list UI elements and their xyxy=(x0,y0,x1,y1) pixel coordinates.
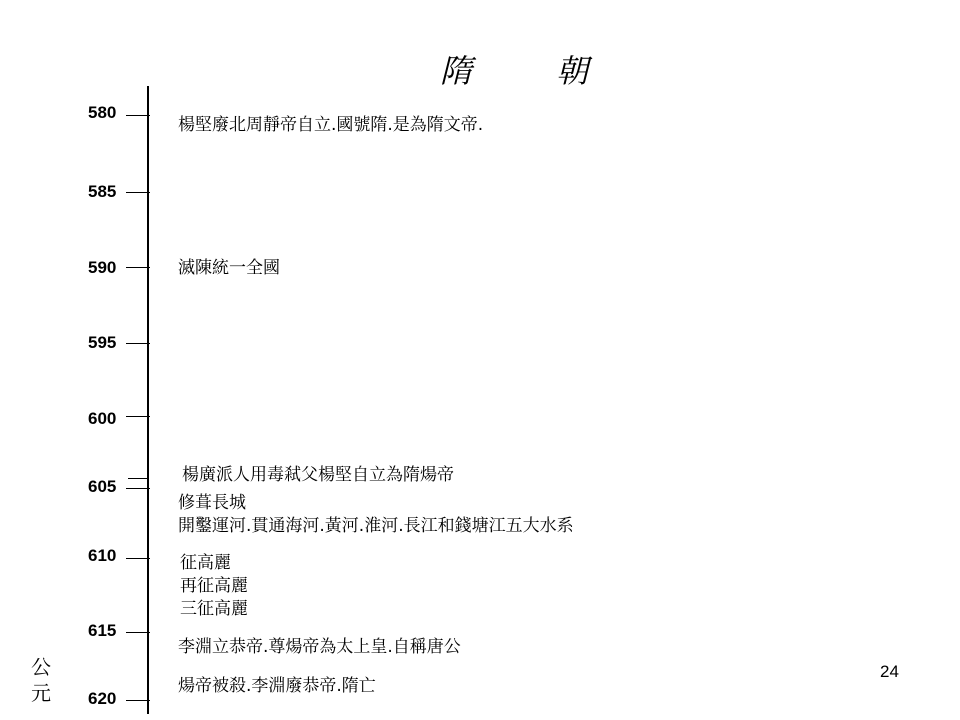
tick-610 xyxy=(126,558,150,559)
tick-590 xyxy=(126,267,150,268)
tick-604 xyxy=(128,478,148,479)
event-606: 開鑿運河.貫通海河.黃河.淮河.長江和錢塘江五大水系 xyxy=(178,516,574,536)
year-label-590: 590 xyxy=(88,258,117,277)
era-label-char-1: 公 xyxy=(31,655,51,679)
year-label-615: 615 xyxy=(88,621,117,640)
event-618: 煬帝被殺.李淵廢恭帝.隋亡 xyxy=(178,676,376,696)
page-title: 隋 朝 xyxy=(440,52,615,90)
year-label-585: 585 xyxy=(88,182,117,201)
tick-605 xyxy=(126,488,150,489)
event-604: 楊廣派人用毒弒父楊堅自立為隋煬帝 xyxy=(182,465,454,485)
event-580: 楊堅廢北周靜帝自立.國號隋.是為隋文帝. xyxy=(178,115,484,135)
year-label-595: 595 xyxy=(88,333,117,352)
year-label-620: 620 xyxy=(88,689,117,708)
tick-585 xyxy=(126,192,150,193)
page-number: 24 xyxy=(880,662,899,681)
tick-595 xyxy=(126,343,150,344)
tick-580 xyxy=(126,115,150,116)
event-612: 征高麗 xyxy=(180,553,231,573)
event-605: 修葺長城 xyxy=(178,493,246,513)
era-label xyxy=(30,654,52,706)
year-label-580: 580 xyxy=(88,103,117,122)
tick-615 xyxy=(126,632,150,633)
tick-620 xyxy=(126,700,150,701)
event-617: 李淵立恭帝.尊煬帝為太上皇.自稱唐公 xyxy=(178,637,461,657)
timeline-axis xyxy=(147,86,149,714)
tick-600 xyxy=(126,416,150,417)
era-label-char-2: 元 xyxy=(31,681,51,705)
year-label-600: 600 xyxy=(88,409,117,428)
year-label-610: 610 xyxy=(88,546,117,565)
year-label-605: 605 xyxy=(88,477,117,496)
event-614: 三征高麗 xyxy=(180,599,248,619)
event-589: 滅陳統一全國 xyxy=(178,258,280,278)
event-613: 再征高麗 xyxy=(180,576,248,596)
